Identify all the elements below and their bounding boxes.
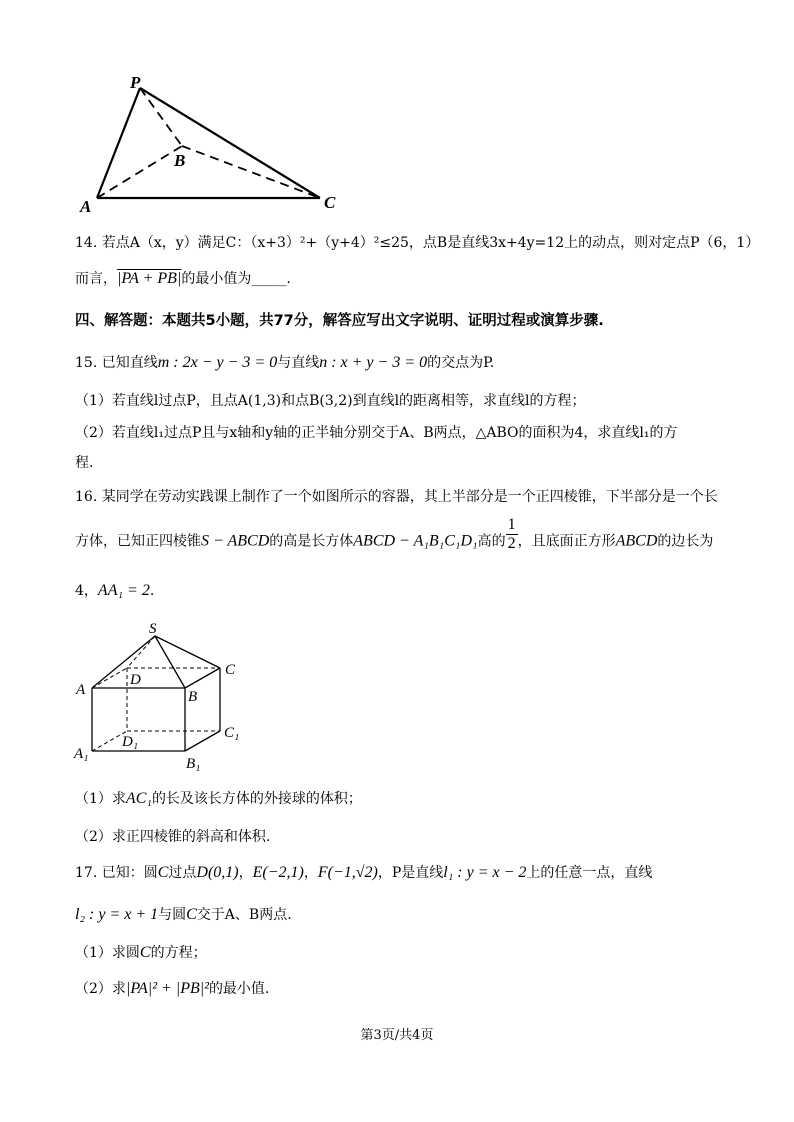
label-B: B (188, 689, 198, 705)
q17-text-1a: 17. 已知：圆 (75, 865, 158, 881)
q16-fraction-numerator: 1 (507, 516, 516, 533)
q16-line2 (75, 516, 714, 553)
q17-circle-ref: C (186, 906, 197, 923)
q15-part2-text-cont: 程. (75, 455, 94, 471)
q16-line1 (75, 488, 718, 506)
q16-text-2d: ，且底面正方形 (517, 533, 616, 550)
label-S: S (149, 621, 157, 637)
q15-part2-text: （2）若直线l₁过点P且与x轴和y轴的正半轴分别交于A、B两点，△ABO的面积为4，求直线l₁的方 (75, 425, 678, 441)
q14-text-1: 14. 若点A（x，y）满足C：（x+3）²+（y+4）²≤25，点B是直线3x+4y=12上的动点，则对定点P（6，1） (75, 235, 760, 251)
q15-line-m: m : 2x − y − 3 = 0 (157, 354, 278, 371)
q15-part2 (75, 424, 678, 442)
label-D1: D₁ (122, 734, 139, 750)
edge-S-A (92, 636, 155, 688)
q15-stem (75, 354, 494, 372)
q14-line2 (75, 270, 291, 288)
q16-part2 (75, 828, 270, 846)
edge-AB (97, 146, 182, 198)
q16-pyramid: S − ABCD (201, 532, 270, 550)
q16-part1 (75, 790, 362, 808)
q17-point-E: E(−2,1) (252, 864, 304, 881)
label-A1: A₁ (74, 746, 89, 762)
q16-text-2b: 的高是长方体 (269, 533, 354, 550)
section-heading (75, 312, 604, 330)
pyramid-box-figure (70, 618, 250, 773)
edge-PC (140, 88, 320, 198)
q17-part2 (75, 980, 269, 998)
edge-PB (140, 88, 182, 146)
q16-part2-text: （2）求正四棱锥的斜高和体积. (75, 829, 271, 845)
q16-square: ABCD (615, 532, 658, 550)
q16-text-3a: 4， (75, 583, 98, 599)
page-number: 第3页/共4页 (360, 1028, 434, 1043)
q16-text-1: 16. 某同学在劳动实践课上制作了一个如图所示的容器，其上半部分是一个正四棱锥，下半部分是一个长 (75, 489, 718, 505)
edge-PA (97, 88, 140, 198)
q16-text-3c: . (149, 583, 155, 599)
q17-line1: 17. 已知：圆C过点D(0,1)，E(−2,1)，F(−1,√2)，P是直线l₁ : y = x − 2上的任意一点，直线 (75, 864, 653, 881)
page-footer (0, 1024, 794, 1043)
label-B: B (174, 151, 186, 170)
q16-fraction-denominator: 2 (507, 535, 516, 552)
q14-suffix: 的最小值为_____. (181, 271, 291, 287)
q16-text-2a: 方体，已知正四棱锥 (75, 533, 201, 550)
q16-ac1: AC₁ (125, 790, 152, 807)
q16-line3 (75, 582, 154, 600)
q17-point-F: F(−1,√2) (317, 864, 378, 881)
q15-part1 (75, 392, 586, 410)
edge-S-D (127, 636, 155, 668)
label-A: A (76, 682, 86, 698)
label-B1: B₁ (186, 756, 201, 772)
q17-part1 (75, 944, 207, 962)
triangle-figure (70, 70, 360, 220)
q16-box: ABCD − A₁B₁C₁D₁ (353, 532, 478, 550)
q17-circle-ref2: C (139, 944, 151, 961)
edge-A-D (92, 668, 127, 688)
q17-point-D: D(0,1) (196, 864, 239, 881)
q15-stem-prefix: 15. 已知直线 (75, 355, 158, 371)
q17-text-1b: 过点 (168, 865, 197, 881)
edge-BC (182, 146, 320, 198)
q15-part2-cont (75, 454, 93, 472)
q15-stem-suffix: 的交点为P. (427, 355, 495, 371)
q16-aa1: AA₁ = 2 (97, 582, 150, 599)
q16-text-2e: 的边长为 (657, 533, 714, 550)
label-C: C (225, 662, 236, 678)
label-D: D (130, 672, 141, 688)
label-C1: C₁ (224, 725, 240, 741)
q16-part1-a: （1）求 (75, 791, 126, 807)
q17-part2-b: 的最小值. (208, 981, 270, 997)
q17-text-2b: 与圆 (158, 907, 187, 923)
q16-fraction (506, 516, 518, 553)
q17-part2-expr: |PA|² + |PB|² (125, 980, 209, 997)
q17-text-1d: 上的任意一点，直线 (526, 865, 653, 881)
q17-text-2c: 交于A、B两点. (196, 907, 292, 923)
q14-line1 (75, 234, 759, 252)
q16-text-2c: 高的 (477, 533, 506, 550)
label-A: A (80, 197, 92, 216)
q17-line-l2: l₂ : y = x + 1 (75, 906, 159, 923)
q17-part1-b: 的方程； (150, 945, 207, 961)
label-C: C (324, 193, 336, 212)
q17-line-l1: l₁ : y = x − 2 (443, 864, 527, 881)
q15-part1-text: （1）若直线l过点P，且点A(1,3)和点B(3,2)到直线l的距离相等，求直线l的方程； (75, 393, 586, 409)
q16-part1-c: 的长及该长方体的外接球的体积； (151, 791, 362, 807)
edge-B-C (185, 668, 220, 688)
edge-B1-C1 (185, 731, 220, 751)
section-heading-text: 四、解答题：本题共5小题，共77分，解答应写出文字说明、证明过程或演算步骤. (75, 313, 604, 329)
q14-vector-expression: |PA + PB| (117, 270, 182, 287)
q17-part2-a: （2）求 (75, 981, 126, 997)
q14-prefix: 而言， (75, 271, 117, 287)
label-P: P (130, 73, 141, 92)
q17-line2 (75, 906, 292, 924)
q17-circle: C (157, 864, 169, 881)
q17-part1-a: （1）求圆 (75, 945, 140, 961)
q15-stem-mid: 与直线 (277, 355, 320, 371)
q17-text-1c: ，P是直线 (377, 865, 444, 881)
q15-line-n: n : x + y − 3 = 0 (319, 354, 428, 371)
